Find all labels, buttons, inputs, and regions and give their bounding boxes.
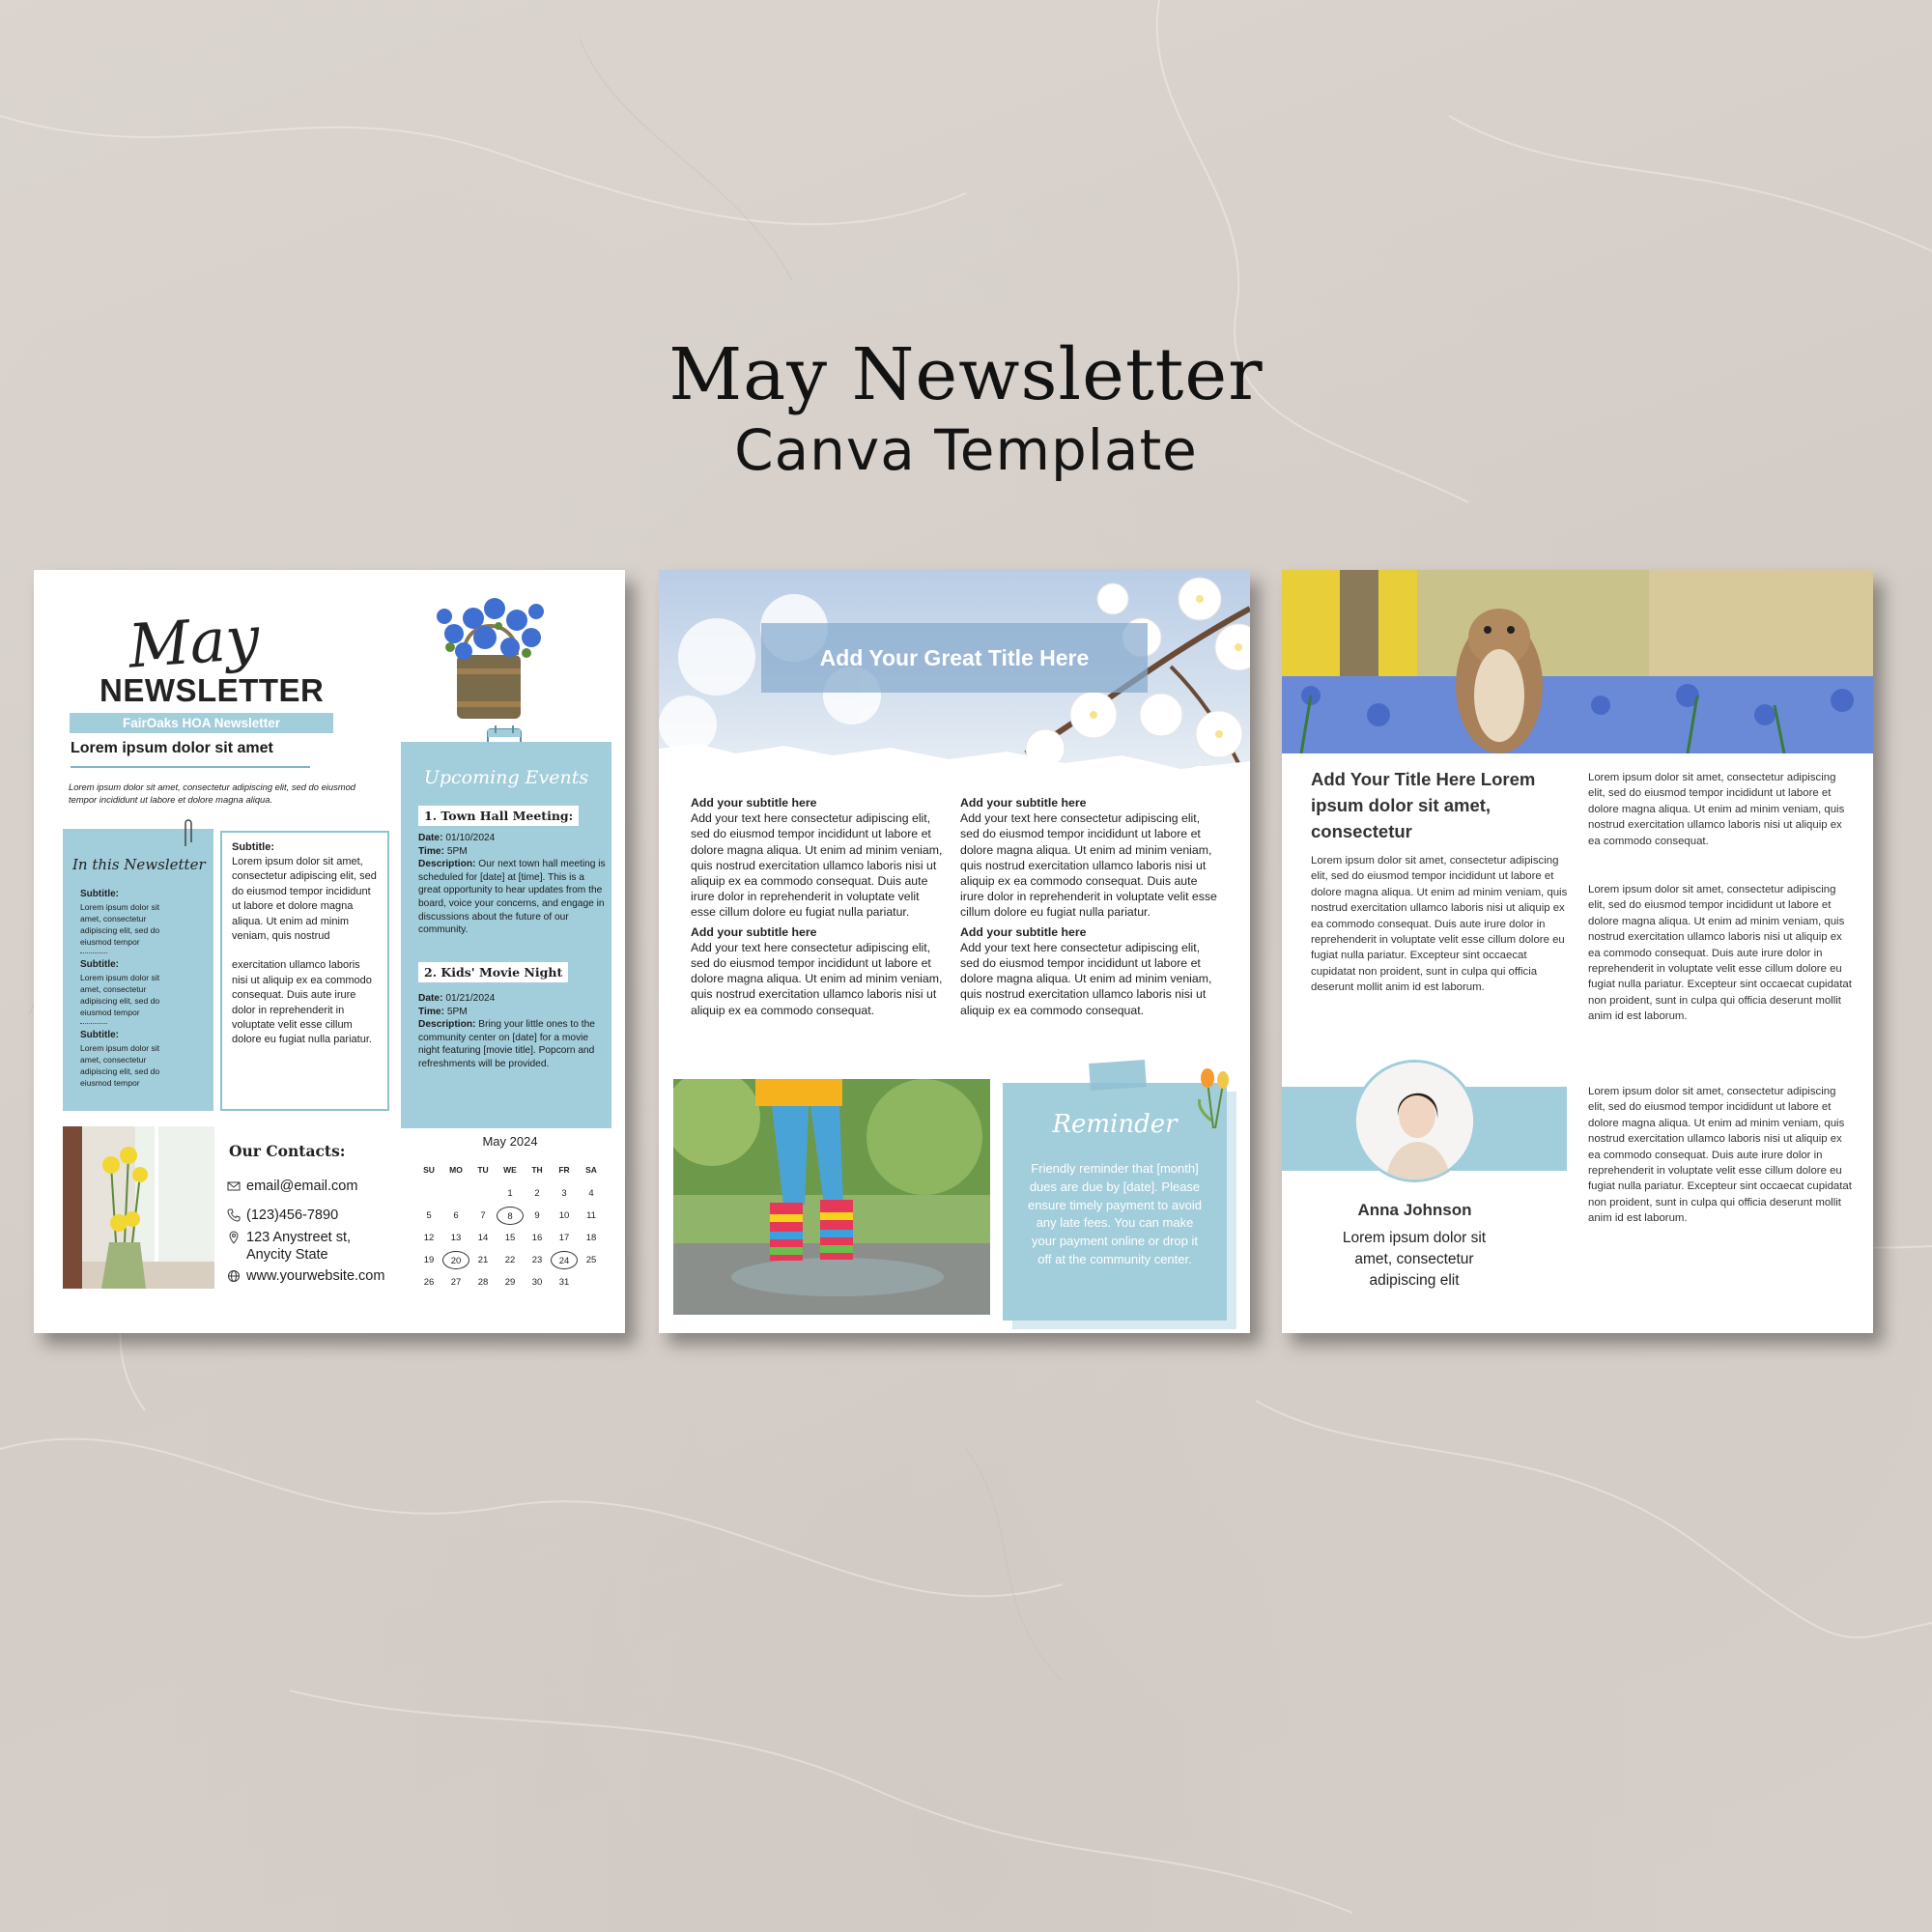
event-2-desc-label: Description: [418, 1019, 476, 1031]
toc-item[interactable] [80, 889, 183, 953]
event-2-time-label: Time: [418, 1006, 444, 1017]
tape-strip [1089, 1060, 1147, 1091]
toc-item-subtitle: Subtitle: [80, 959, 119, 970]
page3-right-para-2: Lorem ipsum dolor sit amet, consectetur adipiscing elit, sed do eiusmod tempor incididunt ut labore et dolore magna aliqua. Ut enim ad minim veniam, quis nostrud exercitation ullamco laboris nisi ut aliquip ex ea commodo consequat. Duis aute irure dolor in reprehenderit in voluptate velit esse cillum dolore eu fugiat nulla pariatur. Excepteur sint occaecat cupidatat non proident, sunt in culpa qui officia deserunt mollit anim id est laborum. [1588, 884, 1852, 1023]
calendar-day[interactable]: 1 [507, 1188, 513, 1199]
calendar-day[interactable]: 31 [558, 1277, 570, 1288]
calendar-day[interactable]: 16 [531, 1233, 543, 1243]
calendar-weekday: TU [477, 1165, 489, 1175]
may-script-heading: May [126, 602, 262, 682]
page2-title-banner [761, 623, 1148, 693]
page3-right-para-1: Lorem ipsum dolor sit amet, consectetur adipiscing elit, sed do eiusmod tempor incididunt ut labore et dolore magna aliqua. Ut enim ad minim veniam, quis nostrud exercitation ullamco laboris nisi ut aliquip ex ea commodo consequat. [1588, 772, 1845, 847]
avatar-portrait [1356, 1063, 1476, 1182]
article-column-1 [691, 795, 945, 1018]
newsletter-page-3 [1282, 570, 1873, 1333]
toc-item-text: Lorem ipsum dolor sit amet, consectetur adipiscing elit, sed do eiusmod tempor [80, 973, 160, 1017]
calendar-day[interactable]: 18 [585, 1233, 597, 1243]
calendar-day[interactable]: 5 [426, 1210, 432, 1221]
calendar-day[interactable]: 6 [453, 1210, 459, 1221]
article-para-2: exercitation ullamco laboris nisi ut aliquip ex ea commodo consequat. Duis aute irure dolor in reprehenderit in voluptate velit esse cillum dolore eu fugiat nulla pariatur. [232, 959, 372, 1046]
phone-icon [227, 1208, 241, 1222]
calendar-day[interactable]: 10 [558, 1210, 570, 1221]
calendar-weekday: WE [503, 1165, 517, 1175]
toc-item-text: Lorem ipsum dolor sit amet, consectetur adipiscing elit, sed do eiusmod tempor [80, 1043, 160, 1088]
toc-item[interactable] [80, 1030, 183, 1089]
toc-item[interactable] [80, 959, 183, 1024]
column-subtitle: Add your subtitle here [691, 924, 817, 939]
contacts-heading: Our Contacts: [229, 1142, 346, 1160]
calendar-day[interactable]: 20 [442, 1251, 469, 1269]
calendar-day [442, 1184, 469, 1203]
globe-icon [227, 1269, 241, 1283]
header-title: May Newsletter [668, 333, 1264, 416]
upcoming-events-panel [401, 742, 611, 1128]
reminder-heading: Reminder [1052, 1110, 1178, 1139]
calendar-day[interactable]: 4 [588, 1188, 594, 1199]
headline: Lorem ipsum dolor sit amet [71, 740, 273, 756]
calendar-day[interactable]: 15 [504, 1233, 516, 1243]
rain-boots-photo [673, 1079, 990, 1315]
calendar-day[interactable]: 17 [558, 1233, 570, 1243]
calendar-day[interactable]: 14 [477, 1233, 489, 1243]
toc-list [80, 889, 183, 1094]
calendar-day[interactable]: 28 [477, 1277, 489, 1288]
chipmunk-photo [1282, 570, 1873, 753]
calendar-day[interactable]: 3 [561, 1188, 567, 1199]
calendar-day[interactable]: 25 [585, 1255, 597, 1265]
header-subtitle: Canva Template [734, 417, 1198, 483]
calendar-day[interactable]: 30 [531, 1277, 543, 1288]
contact-address [227, 1229, 409, 1264]
newsletter-title: NEWSLETTER [99, 672, 325, 708]
event-1-date: 01/10/2024 [445, 833, 496, 843]
tulips-illustration [1188, 1063, 1236, 1130]
daffodil-window-photo [63, 1126, 214, 1289]
calendar-day[interactable]: 11 [586, 1210, 596, 1221]
calendar-day[interactable]: 22 [504, 1255, 516, 1265]
article-para-1: Lorem ipsum dolor sit amet, consectetur adipiscing elit, sed do eiusmod tempor incididunt ut labore et dolore magna aliqua. Ut enim ad minim veniam, quis nostrud [232, 856, 377, 943]
page3-left-text: Lorem ipsum dolor sit amet, consectetur adipiscing elit, sed do eiusmod tempor incididunt ut labore et dolore magna aliqua. Ut enim ad minim veniam, quis nostrud exercitation ullamco laboris nisi ut aliquip ex ea commodo consequat. Duis aute irure dolor in reprehenderit in voluptate velit esse cillum dolore eu fugiat nulla pariatur. Excepteur sint occaecat cupidatat non proident, sunt in culpa qui officia deserunt mollit anim id est laborum. [1311, 855, 1568, 994]
paperclip-icon [182, 817, 195, 850]
calendar-weekday: MO [449, 1165, 463, 1175]
event-1-time-label: Time: [418, 845, 444, 857]
column-text: Add your text here consectetur adipiscing elit, sed do eiusmod tempor incididunt ut labore et dolore magna aliqua. Ut enim ad minim veniam, quis nostrud exercitation ullamco laboris nisi ut aliquip ex ea commodo consequat. [960, 940, 1212, 1017]
headline-underline [71, 766, 310, 768]
page2-title: Add Your Great Title Here [819, 644, 1090, 670]
calendar-day[interactable]: 24 [551, 1251, 578, 1269]
calendar-weekday: SA [585, 1165, 597, 1175]
event-1-date-label: Date: [418, 833, 443, 843]
event-1-title: 1. Town Hall Meeting: [418, 806, 579, 826]
newsletter-page-1 [34, 570, 625, 1333]
toc-item-text: Lorem ipsum dolor sit amet, consectetur adipiscing elit, sed do eiusmod tempor [80, 902, 160, 947]
column-subtitle: Add your subtitle here [691, 796, 817, 810]
column-text: Add your text here consectetur adipiscing elit, sed do eiusmod tempor incididunt ut labore et dolore magna aliqua. Ut enim ad minim veniam, quis nostrud exercitation ullamco laboris nisi ut aliquip ex ea commodo consequat. Duis aute irure dolor in reprehenderit in voluptate velit esse cillum dolore eu fugiat nulla pariatur. [960, 811, 1217, 920]
hoa-banner [70, 713, 333, 733]
toc-heading: In this Newsletter [72, 856, 206, 873]
event-2-date-label: Date: [418, 993, 443, 1004]
upcoming-events-heading: Upcoming Events [423, 767, 589, 788]
calendar-day [469, 1184, 497, 1203]
avatar [1353, 1060, 1476, 1182]
column-subtitle: Add your subtitle here [960, 796, 1087, 810]
contact-address-line1: 123 Anystreet st, [246, 1230, 352, 1245]
intro-text: Lorem ipsum dolor sit amet, consectetur adipiscing elit, sed do eiusmod tempor incididunt ut labore et dolore magna aliqua. [69, 781, 356, 805]
reminder-text: Friendly reminder that [month] dues are due by [date]. Please ensure timely payment to avoid any late fees. You can make your payment online or drop it off at the community center. [1028, 1161, 1202, 1266]
contact-website[interactable] [227, 1267, 409, 1285]
newsletter-page-2 [659, 570, 1250, 1333]
event-1-desc-label: Description: [418, 859, 476, 870]
mail-icon [227, 1179, 241, 1193]
page3-right-para-3: Lorem ipsum dolor sit amet, consectetur adipiscing elit, sed do eiusmod tempor incididunt ut labore et dolore magna aliqua. Ut enim ad minim veniam, quis nostrud exercitation ullamco laboris nisi ut aliquip ex ea commodo consequat. Duis aute irure dolor in reprehenderit in voluptate velit esse cillum dolore eu fugiat nulla pariatur. Excepteur sint occaecat cupidatat non proident, sunt in culpa qui officia deserunt mollit anim id est laborum. [1588, 1086, 1852, 1225]
article-subtitle: Subtitle: [232, 841, 274, 853]
toc-item-subtitle: Subtitle: [80, 1030, 119, 1040]
contact-website-text: www.yourwebsite.com [246, 1268, 385, 1284]
contact-email[interactable] [227, 1178, 409, 1195]
calendar-weekday: TH [531, 1165, 543, 1175]
toc-panel [63, 829, 213, 1111]
article-box [220, 831, 389, 1111]
calendar-day[interactable]: 21 [477, 1255, 489, 1265]
calendar-day[interactable]: 26 [423, 1277, 435, 1288]
contacts-list [227, 1178, 409, 1285]
toc-item-subtitle: Subtitle: [80, 889, 119, 899]
calendar-day[interactable]: 9 [534, 1210, 540, 1221]
event-2 [418, 962, 608, 1071]
calendar-day [578, 1273, 605, 1292]
event-1 [418, 806, 608, 937]
column-text: Add your text here consectetur adipiscing elit, sed do eiusmod tempor incididunt ut labore et dolore magna aliqua. Ut enim ad minim veniam, quis nostrud exercitation ullamco laboris nisi ut aliquip ex ea commodo consequat. Duis aute irure dolor in reprehenderit in voluptate velit esse cillum dolore eu fugiat nulla pariatur. [691, 811, 943, 920]
calendar-weekday: SU [423, 1165, 435, 1175]
calendar-day[interactable]: 7 [480, 1210, 486, 1221]
calendar-days [415, 1184, 605, 1292]
event-2-desc: Bring your little ones to the community center on [date] for a movie night featuring [movie title]. Popcorn and refreshments will be provided. [418, 1019, 595, 1069]
event-2-date: 01/21/2024 [445, 993, 496, 1004]
event-1-time: 5PM [446, 845, 468, 857]
contact-address-line2: Anycity State [246, 1247, 328, 1263]
calendar-day[interactable]: 8 [497, 1207, 524, 1225]
event-1-desc: Our next town hall meeting is scheduled for [date] at [time]. This is a great opportunity to hear updates from the board, voice your concerns, and engage in discussions about the future of our community. [418, 859, 606, 936]
column-text: Add your text here consectetur adipiscing elit, sed do eiusmod tempor incididunt ut labore et dolore magna aliqua. Ut enim ad minim veniam, quis nostrud exercitation ullamco laboris nisi ut aliquip ex ea commodo consequat. [691, 940, 943, 1017]
calendar-title: May 2024 [482, 1134, 538, 1149]
calendar-weekday: FR [558, 1165, 570, 1175]
calendar-day [415, 1184, 442, 1203]
calendar-day[interactable]: 19 [423, 1255, 435, 1265]
page3-title: Add Your Title Here Lorem ipsum dolor sit amet, consectetur [1311, 769, 1536, 841]
column-subtitle: Add your subtitle here [960, 924, 1087, 939]
contact-email-text: email@email.com [246, 1179, 358, 1194]
profile-name: Anna Johnson [1357, 1201, 1472, 1219]
profile-caption: Lorem ipsum dolor sit amet, consectetur adipiscing elit [1342, 1230, 1487, 1289]
calendar-day[interactable]: 2 [534, 1188, 540, 1199]
contact-phone[interactable] [227, 1207, 409, 1224]
event-2-time: 5PM [446, 1006, 468, 1017]
location-pin-icon [227, 1231, 241, 1244]
toc-divider [80, 1023, 107, 1024]
calendar-day[interactable]: 27 [450, 1277, 462, 1288]
calendar-day[interactable]: 23 [531, 1255, 543, 1265]
calendar-weekdays [415, 1161, 605, 1179]
calendar-day[interactable]: 12 [423, 1233, 435, 1243]
toc-divider [80, 952, 107, 953]
hoa-banner-text: FairOaks HOA Newsletter [122, 716, 281, 730]
calendar-day[interactable]: 29 [504, 1277, 516, 1288]
flower-basket-illustration [425, 587, 555, 723]
calendar-day[interactable]: 13 [450, 1233, 462, 1243]
event-2-title: 2. Kids' Movie Night [418, 962, 568, 982]
contact-phone-text: (123)456-7890 [246, 1208, 339, 1223]
article-column-2 [960, 795, 1217, 1018]
